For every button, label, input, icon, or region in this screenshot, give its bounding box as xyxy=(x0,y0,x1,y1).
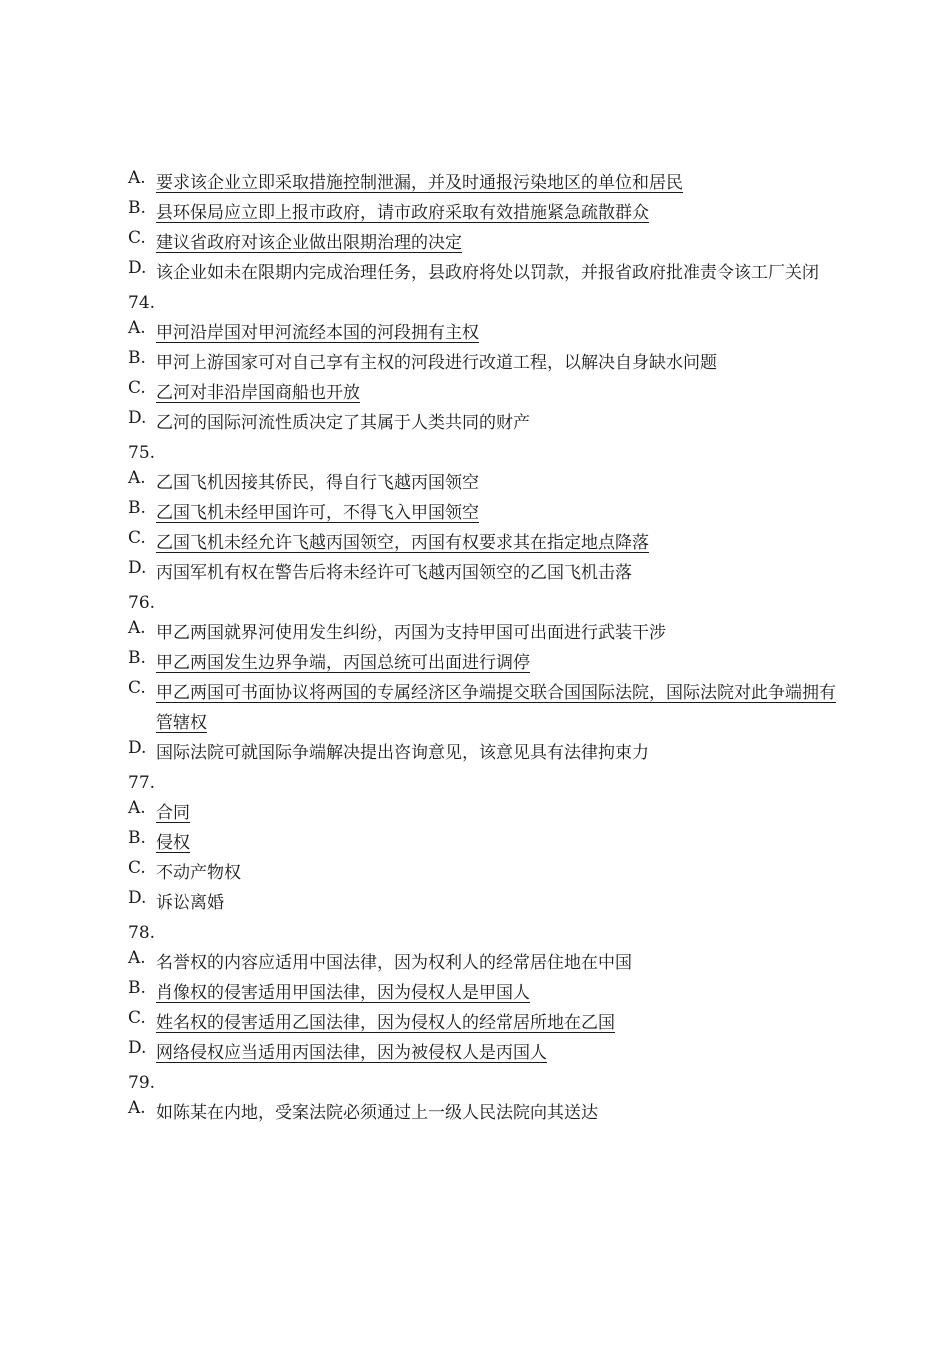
option-letter: B. xyxy=(128,198,146,218)
question-number: 76. xyxy=(128,593,156,613)
option-text: 乙国飞机因接其侨民，得自行飞越丙国领空 xyxy=(156,473,479,493)
option-text-underlined: 建议省政府对该企业做出限期治理的决定 xyxy=(156,233,462,253)
option-row xyxy=(128,858,848,888)
option-row xyxy=(128,528,848,558)
option-text-underlined: 甲乙两国可书面协议将两国的专属经济区争端提交联合国国际法院，国际法院对此争端拥有管辖权 xyxy=(156,683,836,733)
option-row xyxy=(128,318,848,348)
option-text-underlined: 要求该企业立即采取措施控制泄漏，并及时通报污染地区的单位和居民 xyxy=(156,173,683,193)
option-row xyxy=(128,618,848,648)
option-text-underlined: 合同 xyxy=(156,803,190,823)
option-row xyxy=(128,198,848,228)
option-letter: B. xyxy=(128,498,146,518)
option-letter: C. xyxy=(128,228,146,248)
option-letter: A. xyxy=(128,798,146,818)
option-letter: A. xyxy=(128,618,146,638)
option-text-underlined: 乙国飞机未经甲国许可，不得飞入甲国领空 xyxy=(156,503,479,523)
option-text: 乙河的国际河流性质决定了其属于人类共同的财产 xyxy=(156,413,530,433)
option-row xyxy=(128,498,848,528)
option-letter: A. xyxy=(128,168,146,188)
option-letter: C. xyxy=(128,858,146,878)
question-number: 74. xyxy=(128,293,156,313)
option-text: 不动产物权 xyxy=(156,863,241,883)
option-letter: C. xyxy=(128,1008,146,1028)
option-text-underlined: 甲河沿岸国对甲河流经本国的河段拥有主权 xyxy=(156,323,479,343)
option-text: 国际法院可就国际争端解决提出咨询意见，该意见具有法律拘束力 xyxy=(156,743,649,763)
option-text-underlined: 甲乙两国发生边界争端，丙国总统可出面进行调停 xyxy=(156,653,530,673)
question-number: 77. xyxy=(128,773,156,793)
option-row xyxy=(128,468,848,498)
option-letter: A. xyxy=(128,468,146,488)
option-text: 甲乙两国就界河使用发生纠纷，丙国为支持甲国可出面进行武装干涉 xyxy=(156,623,666,643)
option-text: 丙国军机有权在警告后将未经许可飞越丙国领空的乙国飞机击落 xyxy=(156,563,632,583)
option-row xyxy=(128,648,848,678)
option-letter: D. xyxy=(128,258,147,278)
question-number: 78. xyxy=(128,923,156,943)
option-row xyxy=(128,828,848,858)
option-row xyxy=(128,228,848,258)
option-row xyxy=(128,888,848,918)
option-text-underlined: 网络侵权应当适用丙国法律，因为被侵权人是丙国人 xyxy=(156,1043,547,1063)
option-letter: D. xyxy=(128,1038,147,1058)
option-letter: B. xyxy=(128,828,146,848)
option-row xyxy=(128,258,848,288)
option-row xyxy=(128,738,848,768)
option-text: 该企业如未在限期内完成治理任务，县政府将处以罚款，并报省政府批准责令该工厂关闭 xyxy=(156,263,819,283)
option-text: 名誉权的内容应适用中国法律，因为权利人的经常居住地在中国 xyxy=(156,953,632,973)
option-row xyxy=(128,378,848,408)
option-row xyxy=(128,408,848,438)
option-row xyxy=(128,348,848,378)
option-text-underlined: 姓名权的侵害适用乙国法律，因为侵权人的经常居所地在乙国 xyxy=(156,1013,615,1033)
option-row xyxy=(128,948,848,978)
option-letter: D. xyxy=(128,558,147,578)
option-row xyxy=(128,1008,848,1038)
answer-list xyxy=(128,168,848,1128)
option-text-underlined: 县环保局应立即上报市政府，请市政府采取有效措施紧急疏散群众 xyxy=(156,203,649,223)
option-text-underlined: 乙国飞机未经允许飞越丙国领空，丙国有权要求其在指定地点降落 xyxy=(156,533,649,553)
option-letter: D. xyxy=(128,408,147,428)
question-number: 75. xyxy=(128,443,156,463)
option-row xyxy=(128,1038,848,1068)
option-letter: A. xyxy=(128,318,146,338)
question-number: 79. xyxy=(128,1073,156,1093)
option-letter: A. xyxy=(128,1098,146,1118)
option-text: 如陈某在内地，受案法院必须通过上一级人民法院向其送达 xyxy=(156,1103,598,1123)
option-letter: A. xyxy=(128,948,146,968)
option-letter: B. xyxy=(128,348,146,368)
option-letter: C. xyxy=(128,378,146,398)
option-text: 诉讼离婚 xyxy=(156,893,224,913)
option-text: 甲河上游国家可对自己享有主权的河段进行改道工程，以解决自身缺水问题 xyxy=(156,353,717,373)
option-letter: D. xyxy=(128,888,147,908)
option-row xyxy=(128,678,848,738)
option-text-underlined: 乙河对非沿岸国商船也开放 xyxy=(156,383,360,403)
option-text-underlined: 侵权 xyxy=(156,833,190,853)
option-row xyxy=(128,978,848,1008)
option-row xyxy=(128,1098,848,1128)
option-row xyxy=(128,168,848,198)
option-letter: C. xyxy=(128,528,146,548)
option-row xyxy=(128,558,848,588)
option-letter: B. xyxy=(128,978,146,998)
option-letter: B. xyxy=(128,648,146,668)
option-letter: C. xyxy=(128,678,146,698)
option-letter: D. xyxy=(128,738,147,758)
option-row xyxy=(128,798,848,828)
option-text-underlined: 肖像权的侵害适用甲国法律，因为侵权人是甲国人 xyxy=(156,983,530,1003)
